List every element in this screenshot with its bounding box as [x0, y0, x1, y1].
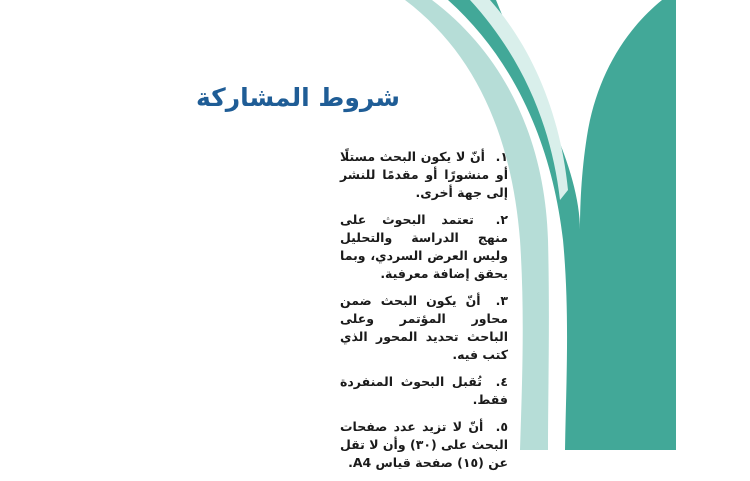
list-item-text: تعتمد البحوث على منهج الدراسة والتحليل وليس العرض السردي، وبما يحقق إضافة معرفية.: [340, 212, 508, 281]
list-item: [340, 292, 508, 364]
list-item-number: ٣.: [495, 293, 508, 308]
list-item-text: أنّ لا تزيد عدد صفحات البحث على (٣٠) وأن لا تقل عن (١٥) صفحة قياس A4.: [340, 419, 508, 470]
list-item: [340, 418, 508, 472]
list-item-number: ٥.: [495, 419, 508, 434]
list-item-text: أنّ لا يكون البحث مستلًا أو منشورًا أو مقدمًا للنشر إلى جهة أخرى.: [340, 149, 508, 200]
terms-list: [340, 148, 508, 481]
list-item: [340, 211, 508, 283]
list-item-number: ١.: [495, 149, 508, 164]
list-item-text: أنّ يكون البحث ضمن محاور المؤتمر وعلى الباحث تحديد المحور الذي كتب فيه.: [340, 293, 508, 362]
page-title: شروط المشاركة: [196, 83, 400, 112]
list-item-number: ٢.: [495, 212, 508, 227]
list-item: [340, 148, 508, 202]
list-item-number: ٤.: [495, 374, 508, 389]
list-item-text: تُقبل البحوث المنفردة فقط.: [340, 374, 508, 407]
list-item: [340, 373, 508, 409]
